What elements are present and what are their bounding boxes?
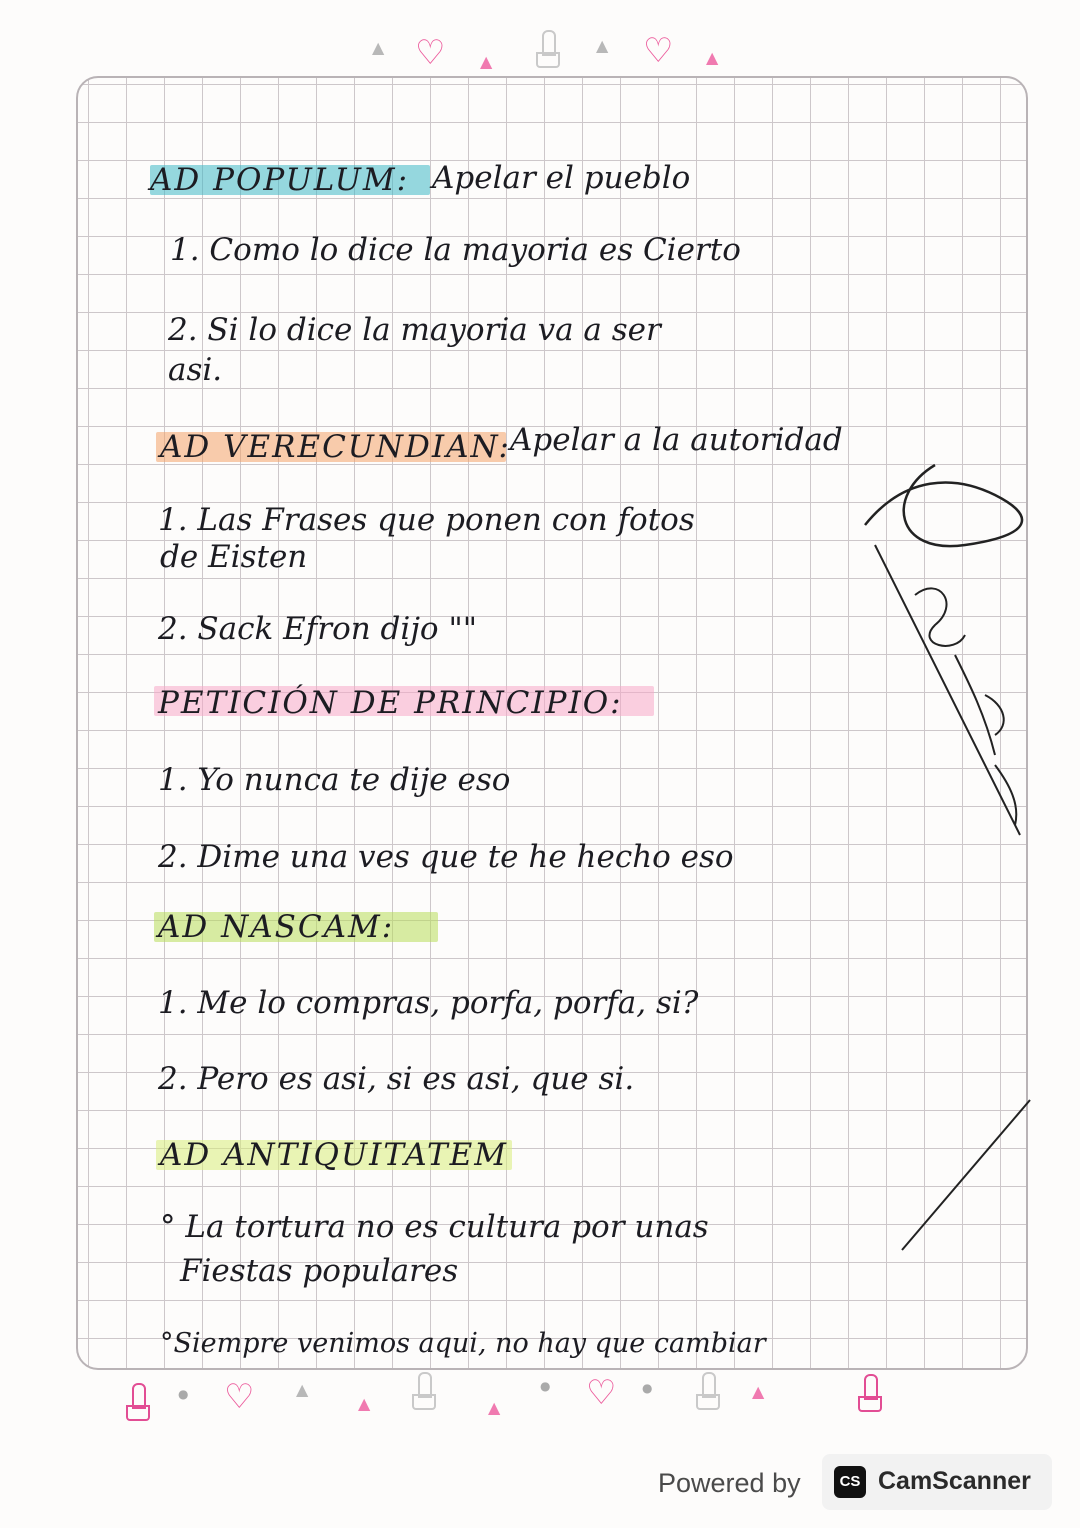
- section-description-verecundian: Apelar a la autoridad: [510, 422, 843, 458]
- triangle-icon: ▲: [372, 38, 385, 57]
- check-stroke: [890, 1090, 1040, 1260]
- heart-icon: ♡: [224, 1377, 255, 1417]
- cactus-icon: [126, 1383, 148, 1419]
- triangle-icon: ▲: [488, 1398, 501, 1417]
- section-heading-antiquitatem: AD ANTIQUITATEM: [160, 1137, 509, 1173]
- cactus-icon: [536, 30, 558, 66]
- triangle-icon: ▲: [480, 52, 493, 71]
- triangle-icon: ▲: [596, 36, 609, 55]
- cactus-icon: [858, 1374, 880, 1410]
- note-line: 1. Como lo dice la mayoria es Cierto: [170, 232, 741, 268]
- triangle-icon: ▲: [706, 48, 719, 67]
- dot-icon: ●: [540, 1379, 551, 1393]
- section-heading-populum: AD POPULUM:: [150, 162, 410, 198]
- camscanner-logo: [822, 1454, 1052, 1510]
- dot-icon: ●: [642, 1381, 653, 1395]
- note-line: 1. Me lo compras, porfa, porfa, si?: [158, 985, 699, 1021]
- heart-icon: ♡: [643, 31, 674, 71]
- triangle-icon: ▲: [752, 1382, 765, 1401]
- heart-icon: ♡: [586, 1373, 617, 1413]
- cactus-icon: [696, 1372, 718, 1408]
- note-line: 2. Dime una ves que te he hecho eso: [158, 839, 734, 875]
- triangle-icon: ▲: [358, 1394, 371, 1413]
- note-line: 1. Yo nunca te dije eso: [158, 762, 511, 798]
- note-line: ° La tortura no es cultura por unas: [160, 1209, 709, 1245]
- note-line: 2. Pero es asi, si es asi, que si.: [158, 1061, 635, 1097]
- powered-by-text: Powered by: [658, 1468, 801, 1498]
- note-line: 2. Si lo dice la mayoria va a ser: [168, 312, 661, 348]
- note-line: °Siempre venimos aqui, no hay que cambiar: [160, 1328, 766, 1359]
- note-line: 1. Las Frases que ponen con fotos: [158, 502, 695, 538]
- dot-icon: ●: [178, 1387, 189, 1401]
- note-line: asi.: [168, 352, 223, 388]
- brand-name: CamScanner: [878, 1467, 1031, 1495]
- note-line: 2. Sack Efron dijo "": [158, 611, 477, 647]
- section-heading-verecundian: AD VERECUNDIAN:: [160, 429, 512, 465]
- note-line: de Eisten: [160, 539, 308, 575]
- triangle-icon: ▲: [296, 1380, 309, 1399]
- section-description-populum: Apelar el pueblo: [432, 160, 691, 196]
- note-line: Fiestas populares: [180, 1253, 459, 1289]
- section-heading-peticion: PETICIÓN DE PRINCIPIO:: [158, 685, 623, 721]
- cs-badge-icon: CS: [834, 1466, 866, 1498]
- heart-icon: ♡: [415, 33, 446, 73]
- signature-mark: [845, 455, 1045, 850]
- section-heading-nascam: AD NASCAM:: [158, 909, 395, 945]
- cactus-icon: [412, 1372, 434, 1408]
